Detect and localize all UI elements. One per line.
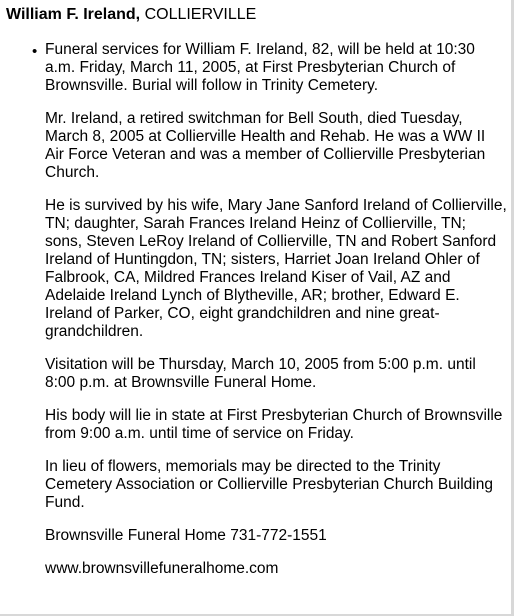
obituary-body bbox=[45, 41, 507, 578]
lie-in-state-paragraph: His body will lie in state at First Presbyterian Church of Brownsville from 9:00 a.m. until time of service on Friday. bbox=[45, 407, 503, 442]
funeral-services-paragraph: Funeral services for William F. Ireland, 82, will be held at 10:30 a.m. Friday, March 11, 2005, at First Presbyterian Church of Brownsville. Burial will follow in Trinity Cemetery. bbox=[45, 41, 475, 94]
funeral-home-website: www.brownsvillefuneralhome.com bbox=[45, 560, 279, 577]
deceased-name: William F. Ireland, bbox=[6, 6, 141, 23]
biography-paragraph: Mr. Ireland, a retired switchman for Bell South, died Tuesday, March 8, 2005 at Collierville Health and Rehab. He was a WW II Air Force Veteran and was a member of Collierville Presbyterian Church. bbox=[45, 110, 486, 181]
survivors-paragraph: He is survived by his wife, Mary Jane Sanford Ireland of Collierville, TN; daughter, Sarah Frances Ireland Heinz of Collierville, TN; sons, Steven LeRoy Ireland of Collierville, TN and Robert Sanford Ireland of Huntingdon, TN; sisters, Harriet Joan Ireland Ohler of Falbrook, CA, Mildred Frances Ireland Kiser of Vail, AZ and Adelaide Ireland Lynch of Blytheville, AR; brother, Edward E. Ireland of Parker, CO, eight grandchildren and nine great-grandchildren. bbox=[45, 197, 507, 340]
funeral-home-contact: Brownsville Funeral Home 731-772-1551 bbox=[45, 527, 327, 544]
memorials-paragraph: In lieu of flowers, memorials may be directed to the Trinity Cemetery Association or Collierville Presbyterian Church Building Fund. bbox=[45, 458, 493, 511]
obituary-header bbox=[6, 5, 256, 25]
bullet-marker: • bbox=[32, 43, 38, 60]
visitation-paragraph: Visitation will be Thursday, March 10, 2005 from 5:00 p.m. until 8:00 p.m. at Brownsville Funeral Home. bbox=[45, 356, 476, 391]
deceased-location: COLLIERVILLE bbox=[144, 6, 257, 23]
